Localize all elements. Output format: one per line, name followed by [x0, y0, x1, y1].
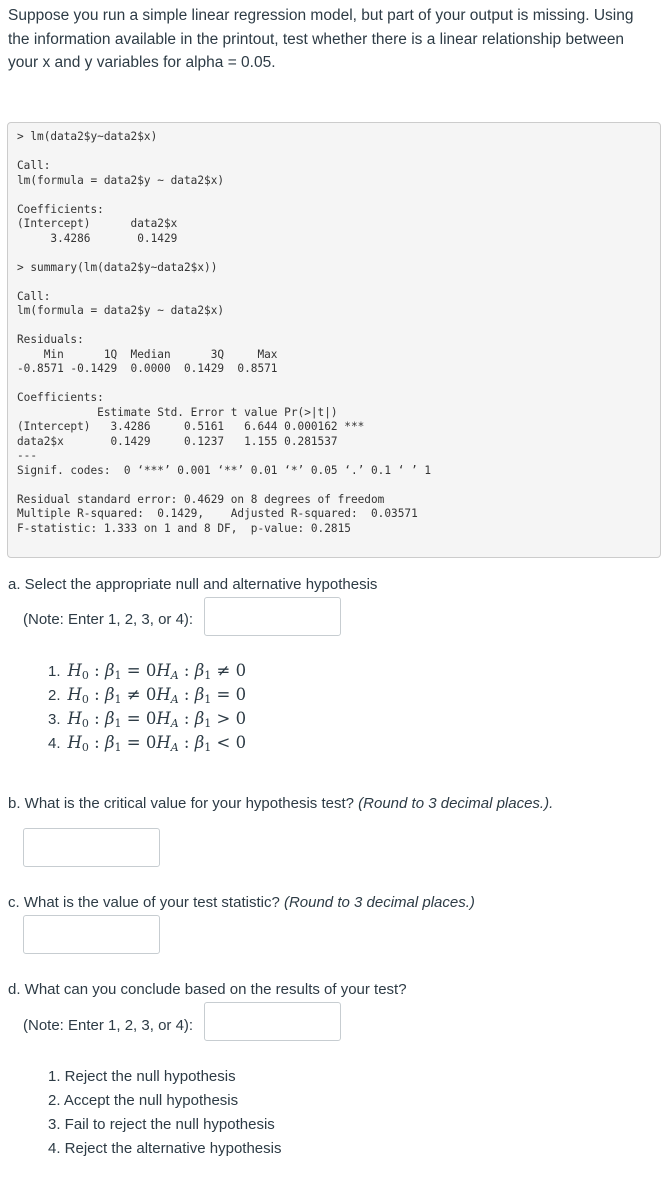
part-c-question: c. What is the value of your test statistic? (Round to 3 decimal places.): [8, 894, 475, 911]
hypothesis-option: 4. $H_0$ : $\beta_1 = 0H_A$ : $\beta_1 < 0$: [48, 733, 247, 754]
part-b-answer-input[interactable]: [23, 828, 160, 867]
r-output-text: > lm(data2$y~data2$x) Call: lm(formula = data2$y ~ data2$x) Coefficients: (Intercept) data2$x 3.4286 0.1429 > summary(lm(data2$y~data2$x)) Call: lm(formula = data2$y ~ data2$x) Residuals: Min 1Q Median 3Q Max -0.8571 -0.1429 0.0000 0.1429 0.8571 Coefficients: Estimate Std. Error t value Pr(>|t|) (Intercept) 3.4286 0.5161 6.644 0.000162 *** data2$x 0.1429 0.1237 1.155 0.281537 --- Signif. codes: 0 ‘***’ 0.001 ‘**’ 0.01 ‘*’ 0.05 ‘.’ 0.1 ‘ ’ 1 Residual standard error: 0.4629 on 8 degrees of freedom Multiple R-squared: 0.1429, Adjusted R-squared: 0.03571 F-statistic: 1.333 on 1 and 8 DF, p-value: 0.2815: [17, 130, 432, 535]
hypothesis-options-list: [48, 659, 246, 755]
conclusion-options-list: [48, 1065, 281, 1161]
problem-intro: Suppose you run a simple linear regression model, but part of your output is missing. Using the information available in the printout, test whether there is a linear relationship between your x and y variables for alpha = 0.05.: [8, 7, 634, 71]
part-c-hint: (Round to 3 decimal places.): [283, 894, 475, 911]
part-b-question: b. What is the critical value for your hypothesis test? (Round to 3 decimal places.).: [8, 795, 554, 812]
part-b-hint: (Round to 3 decimal places.).: [358, 795, 554, 812]
part-c-answer-input[interactable]: [23, 915, 160, 954]
part-d-answer-input[interactable]: [204, 1002, 341, 1041]
part-a-note: (Note: Enter 1, 2, 3, or 4):: [23, 611, 194, 628]
hypothesis-option: 2. $H_0$ : $\beta_1 \ne 0H_A$ : $\beta_1 = 0$: [48, 685, 247, 706]
part-a-question: a. Select the appropriate null and alternative hypothesis: [8, 576, 378, 593]
part-a-answer-input[interactable]: [204, 597, 341, 636]
conclusion-option: 4. Reject the alternative hypothesis: [48, 1140, 282, 1157]
part-d-note: (Note: Enter 1, 2, 3, or 4):: [23, 1017, 194, 1034]
conclusion-option: 3. Fail to reject the null hypothesis: [48, 1116, 275, 1133]
r-output-box: [7, 122, 661, 558]
conclusion-option: 2. Accept the null hypothesis: [48, 1092, 239, 1109]
conclusion-option: 1. Reject the null hypothesis: [48, 1068, 236, 1085]
hypothesis-option: 1. $H_0$ : $\beta_1 = 0H_A$ : $\beta_1 \ne 0$: [48, 661, 247, 682]
hypothesis-option: 3. $H_0$ : $\beta_1 = 0H_A$ : $\beta_1 > 0$: [48, 709, 247, 730]
part-d-question: d. What can you conclude based on the results of your test?: [8, 981, 407, 998]
